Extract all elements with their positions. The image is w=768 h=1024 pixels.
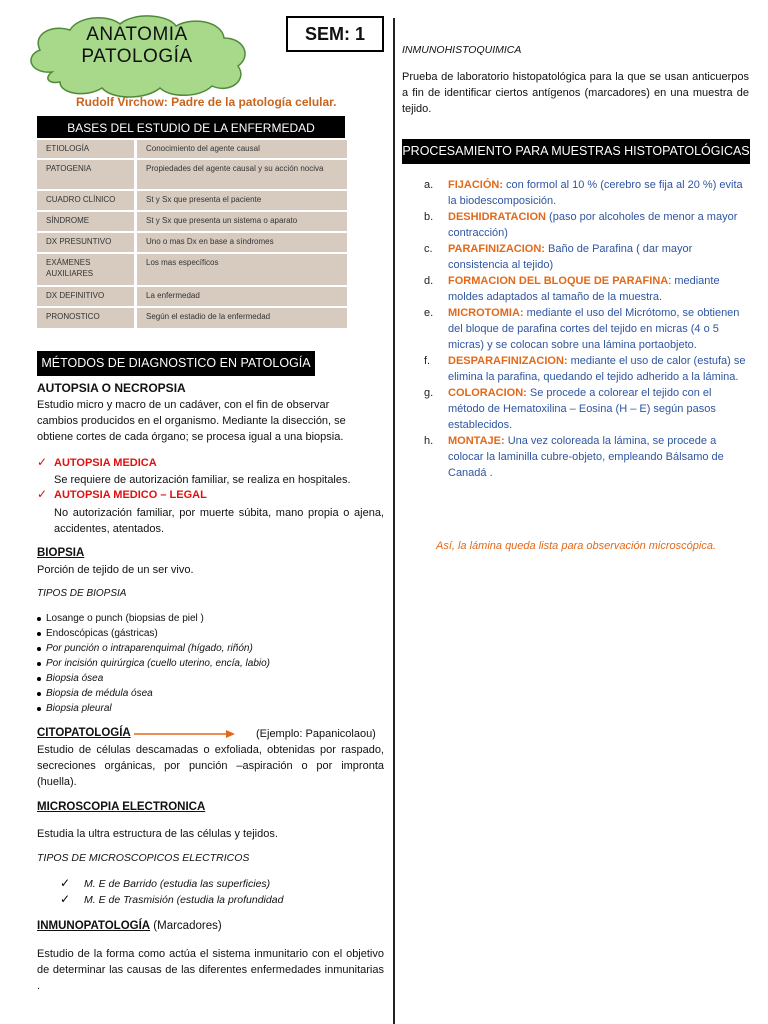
list-item xyxy=(426,273,751,305)
step-text: con formol al 10 % (cerebro se fija al 20 %) evita la biodescomposición. xyxy=(448,179,743,207)
table-cell-term: CUADRO CLÍNICO xyxy=(37,191,137,210)
list-item xyxy=(426,305,751,353)
title-line-2: PATOLOGÍA xyxy=(81,46,193,67)
table-cell-desc: St y Sx que presenta el paciente xyxy=(137,191,347,210)
table-cell-desc: Los mas específicos xyxy=(137,254,347,285)
biopsia-tipos-list xyxy=(37,611,270,716)
check-icon: ✓ xyxy=(37,487,48,501)
table-cell-term: EXÁMENES AUXILIARES xyxy=(37,254,137,285)
arrow-right-icon xyxy=(134,728,236,740)
autopsia-legal-label: AUTOPSIA MEDICO – LEGAL xyxy=(54,489,207,501)
list-item: Por incisión quirúrgica (cuello uterino, encía, labio) xyxy=(37,656,270,671)
list-item: Endoscópicas (gástricas) xyxy=(37,626,270,641)
semester-box: SEM: 1 xyxy=(286,16,384,52)
step-term: FIJACIÓN: xyxy=(448,179,503,191)
step-term: PARAFINIZACION: xyxy=(448,243,545,255)
step-text: (paso por alcoholes de menor a mayor contracción) xyxy=(448,211,738,239)
microscopia-tipo-1: M. E de Barrido (estudia las superficies) xyxy=(84,878,271,890)
bases-header: BASES DEL ESTUDIO DE LA ENFERMEDAD xyxy=(37,116,345,138)
step-term: DESPARAFINIZACION: xyxy=(448,355,568,367)
step-term: FORMACION DEL BLOQUE DE PARAFINA xyxy=(448,275,669,287)
table-cell-desc: Uno o mas Dx en base a síndromes xyxy=(137,233,347,252)
biopsia-title: BIOPSIA xyxy=(37,547,85,559)
virchow-quote: Rudolf Virchow: Padre de la patología celular. xyxy=(76,95,337,109)
microscopia-tipo-2: M. E de Trasmisión (estudia la profundidad xyxy=(84,894,284,906)
table-row xyxy=(37,308,347,328)
procesamiento-header: PROCESAMIENTO PARA MUESTRAS HISTOPATOLÓGICAS xyxy=(402,139,750,164)
table-row xyxy=(37,212,347,231)
table-cell-term: PATOGENIA xyxy=(37,160,137,189)
step-text: mediante el uso de calor (estufa) se elimina la parafina, quedando el tejido adherido a la lámina. xyxy=(448,355,746,383)
citopatologia-text: Estudio de células descamadas o exfoliada, obtenidas por raspado, secreciones orgánicas, por punción –aspiración o por impronta (huella). xyxy=(37,744,384,788)
list-item xyxy=(426,177,751,209)
table-row xyxy=(37,287,347,306)
table-cell-term: DX PRESUNTIVO xyxy=(37,233,137,252)
autopsia-medica-label: AUTOPSIA MEDICA xyxy=(54,457,157,469)
citopatologia-example: (Ejemplo: Papanicolaou) xyxy=(256,728,376,740)
closing-note: Así, la lámina queda lista para observación microscópica. xyxy=(435,540,717,552)
table-row xyxy=(37,254,347,285)
step-letter: h. xyxy=(424,435,434,447)
table-cell-desc: Propiedades del agente causal y su acción nociva xyxy=(137,160,347,189)
step-term: MICROTOMIA: xyxy=(448,307,524,319)
table-cell-desc: Según el estadio de la enfermedad xyxy=(137,308,347,328)
list-item xyxy=(426,433,751,481)
inmunohistoquimica-text: Prueba de laboratorio histopatológica para la que se usan anticuerpos a fin de identificar ciertos antígenos (marcadores) en una muestra de tejido. xyxy=(402,71,749,115)
table-row xyxy=(37,233,347,252)
inmunopatologia-suffix: (Marcadores) xyxy=(153,920,222,932)
list-item: Biopsia pleural xyxy=(37,701,270,716)
list-item: Losange o punch (biopsias de piel ) xyxy=(37,611,270,626)
step-term: DESHIDRATACION xyxy=(448,211,546,223)
list-item xyxy=(426,241,751,273)
step-letter: f. xyxy=(424,355,431,367)
metodos-header: MÉTODOS DE DIAGNOSTICO EN PATOLOGÍA xyxy=(37,351,315,376)
table-cell-desc: La enfermedad xyxy=(137,287,347,306)
table-row xyxy=(37,160,347,189)
table-cell-term: DX DEFINITIVO xyxy=(37,287,137,306)
step-letter: d. xyxy=(424,275,434,287)
microscopia-tipos-label: TIPOS DE MICROSCOPICOS ELECTRICOS xyxy=(37,852,250,864)
autopsia-title: AUTOPSIA O NECROPSIA xyxy=(37,381,186,395)
biopsia-text: Porción de tejido de un ser vivo. xyxy=(37,564,194,576)
step-letter: e. xyxy=(424,307,434,319)
citopatologia-title: CITOPATOLOGÍA xyxy=(37,727,131,739)
autopsia-text: Estudio micro y macro de un cadáver, con el fin de observar cambios producidos en el organismo. Mediante la disección, se obtiene cortes de cada órgano; se procesa igual a una biopsia. xyxy=(37,399,346,443)
column-divider xyxy=(393,18,395,1024)
autopsia-legal-text: No autorización familiar, por muerte súbita, mano propia o ajena, accidentes, atentados. xyxy=(54,507,384,535)
inmunopatologia-heading xyxy=(37,920,222,932)
microscopia-text: Estudia la ultra estructura de las células y tejidos. xyxy=(37,828,278,840)
table-cell-term: PRONOSTICO xyxy=(37,308,137,328)
title-line-1: ANATOMIA xyxy=(86,24,188,45)
table-cell-term: ETIOLOGÍA xyxy=(37,140,137,158)
page-title xyxy=(22,24,252,68)
list-item: Biopsia de médula ósea xyxy=(37,686,270,701)
microscopia-title: MICROSCOPIA ELECTRONICA xyxy=(37,801,206,813)
step-letter: b. xyxy=(424,211,434,223)
step-letter: a. xyxy=(424,179,434,191)
table-cell-desc: St y Sx que presenta un sistema o aparato xyxy=(137,212,347,231)
bases-table xyxy=(37,138,347,330)
step-term: COLORACION: xyxy=(448,387,527,399)
biopsia-tipos-label: TIPOS DE BIOPSIA xyxy=(37,588,127,599)
table-row xyxy=(37,191,347,210)
autopsia-medica-text: Se requiere de autorización familiar, se realiza en hospitales. xyxy=(54,474,351,486)
table-cell-term: SÍNDROME xyxy=(37,212,137,231)
list-item xyxy=(426,385,751,433)
table-row xyxy=(37,140,347,158)
list-item xyxy=(426,209,751,241)
step-letter: g. xyxy=(424,387,434,399)
inmunopatologia-text: Estudio de la forma como actúa el sistema inmunitario con el objetivo de determinar las causas de las diferentes enfermedades inmunitarias . xyxy=(37,948,384,992)
step-text: Una vez coloreada la lámina, se procede a colocar la laminilla cubre-objeto, empleando Bálsamo de Canadá . xyxy=(448,435,724,479)
step-term: MONTAJE: xyxy=(448,435,505,447)
procesamiento-list xyxy=(426,177,751,481)
list-item: Biopsia ósea xyxy=(37,671,270,686)
list-item: Por punción o intraparenquimal (hígado, riñón) xyxy=(37,641,270,656)
inmunopatologia-title: INMUNOPATOLOGÍA xyxy=(37,920,151,932)
list-item xyxy=(426,353,751,385)
step-text: Se procede a colorear el tejido con el método de Hematoxilina – Eosina (H – E) según pasos establecidos. xyxy=(448,387,716,431)
step-letter: c. xyxy=(424,243,433,255)
table-cell-desc: Conocimiento del agente causal xyxy=(137,140,347,158)
step-text: mediante el uso del Micrótomo, se obtienen del bloque de parafina cortes del tejido en micras (4 o 5 micras) y se colocan sobre una lámina portaobjeto. xyxy=(448,307,740,351)
check-icon: ✓ xyxy=(60,892,71,906)
check-icon: ✓ xyxy=(37,455,48,469)
step-text: Baño de Parafina ( dar mayor consistencia al tejido) xyxy=(448,243,693,271)
inmunohistoquimica-title: INMUNOHISTOQUIMICA xyxy=(402,44,522,56)
step-text: : mediante moldes adaptados al tamaño de la muestra. xyxy=(448,275,720,303)
check-icon: ✓ xyxy=(60,876,71,890)
